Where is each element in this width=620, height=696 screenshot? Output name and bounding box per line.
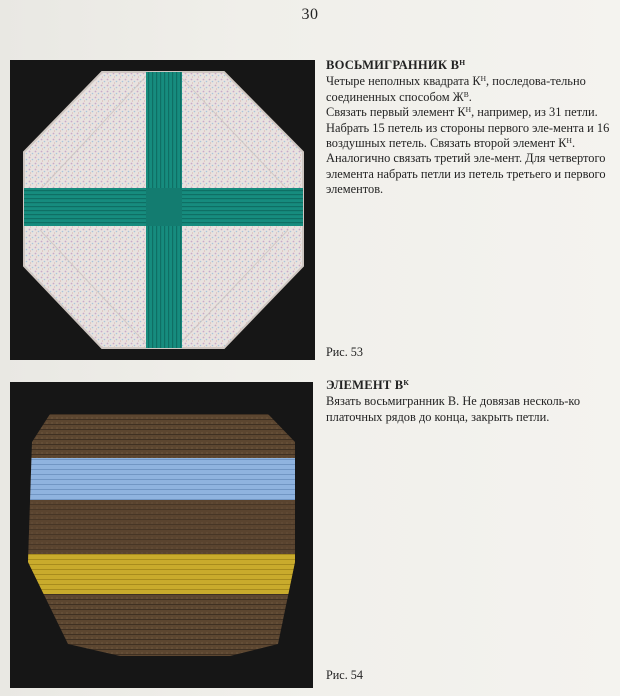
page-number: 30 [301,6,319,23]
photo-striped-element [10,382,313,688]
section-title-element: ЭЛЕМЕНТ $В^К$ [326,378,410,392]
striped-knit-illustration [10,382,313,688]
figure-caption-54: Рис. 54 [326,668,363,682]
section-title-octagon: ВОСЬМИГРАННИК $В^Н$ [326,58,466,72]
octagon-knit-illustration [10,60,315,360]
paragraph-instructions: Набрать 15 петель из стороны первого эле-мента и 16 воздушных петель. Связать второй элемент $К^Н$. Аналогично связать третий эле-мент. Для четвертого элемента набрать петли из петель третьего и первого элементов. [326,120,610,197]
paragraph-element-instructions: Вязать восьмигранник В. Не довязав несколь-ко платочных рядов до конца, закрыть петли. [326,394,581,424]
figure-caption-53: Рис. 53 [326,345,363,359]
photo-octagon-cross [10,60,315,360]
paragraph-first-element: Связать первый элемент $К^Н$, например, из 31 петли. [326,105,598,120]
paragraph-description: Четыре неполных квадрата $К^Н$, последова-тельно соединенных способом $Ж^В$. [326,74,586,104]
section-octagon-text [326,58,610,198]
section-element-text [326,378,610,425]
